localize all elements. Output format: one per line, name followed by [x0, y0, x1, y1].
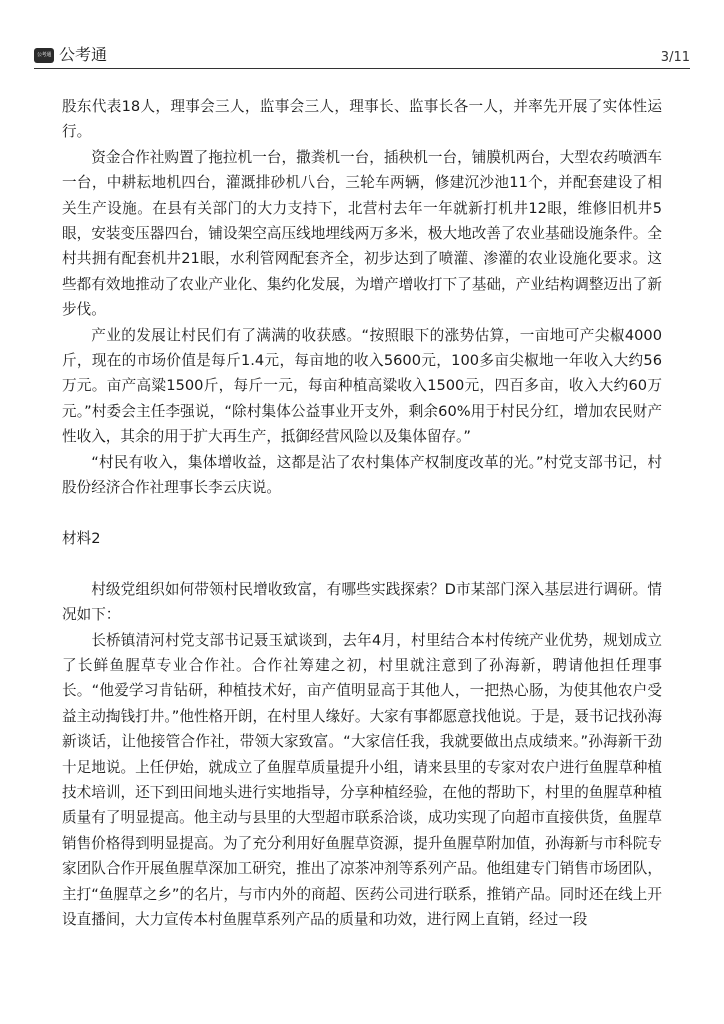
page-header: [34, 0, 690, 68]
paragraph-5: 村级党组织如何带领村民增收致富，有哪些实践探索？D市某部门深入基层进行调研。情况如下：: [62, 580, 662, 624]
paragraph-3: 产业的发展让村民们有了满满的收获感。“按照眼下的涨势估算，一亩地可产尖椒4000斤，现在的市场价值是每斤1.4元，每亩地的收入5600元，100多亩尖椒地一年收入大约56万元。亩产高粱1500斤，每斤一元，每亩种植高粱收入1500元，四百多亩，收入大约60万元。”村委会主任李强说，“除村集体公益事业开支外，剩余60%用于村民分红，增加农民财产性收入，其余的用于扩大再生产，抵御经营风险以及集体留存。”: [62, 326, 662, 446]
header-divider: [34, 68, 690, 69]
logo-icon: 公考通: [34, 48, 54, 63]
section-title: 材料2: [62, 529, 101, 547]
paragraph-6: 长桥镇清河村党支部书记聂玉斌谈到，去年4月，村里结合本村传统产业优势，规划成立了长鲜鱼腥草专业合作社。合作社筹建之初，村里就注意到了孙海新，聘请他担任理事长。“他爱学习肯钻研，种植技术好，亩产值明显高于其他人，一把热心肠，为使其他农户受益主动掏钱打井。”他性格开朗，在村里人缘好。大家有事都愿意找他说。于是，聂书记找孙海新谈话，让他接管合作社，带领大家致富。“大家信任我，我就要做出点成绩来。”孙海新干劲十足地说。上任伊始，就成立了鱼腥草质量提升小组，请来县里的专家对农户进行鱼腥草种植技术培训，还下到田间地头进行实地指导，分享种植经验，在他的帮助下，村里的鱼腥草种植质量有了明显提高。他主动与县里的大型超市联系洽谈，成功实现了向超市直接供货，鱼腥草销售价格得到明显提高。为了充分利用好鱼腥草资源，提升鱼腥草附加值，孙海新与市科院专家团队合作开展鱼腥草深加工研究，推出了凉茶冲剂等系列产品。他组建专门销售市场团队，主打“鱼腥草之乡”的名片，与市内外的商超、医药公司进行联系，推销产品。同时还在线上开设直播间，大力宣传本村鱼腥草系列产品的质量和功效，进行网上直销，经过一段: [62, 631, 662, 928]
section-gap: [62, 551, 662, 576]
logo-text: 公考通: [59, 45, 108, 64]
section-gap: [62, 501, 662, 526]
paragraph-1: 股东代表18人，理事会三人，监事会三人，理事长、监事长各一人，并率先开展了实体性运行。: [62, 98, 662, 141]
paragraph-2: 资金合作社购置了拖拉机一台，撒粪机一台，插秧机一台，铺膜机两台，大型农药喷洒车一台，中耕耘地机四台，灌溉排砂机八台，三轮车两辆，修建沉沙池11个，并配套建设了相关生产设施。在县有关部门的大力支持下，北营村去年一年就新打机井12眼，维修旧机井5眼，安装变压器四台，铺设架空高压线地埋线两万多米，极大地改善了农业基础设施条件。全村共拥有配套机井21眼，水利管网配套齐全，初步达到了喷灌、渗灌的农业设施化要求。这些都有效地推动了农业产业化、集约化发展，为增产增收打下了基础，产业结构调整迈出了新步伐。: [62, 148, 662, 319]
page-number: 3/11: [660, 50, 690, 65]
paragraph-4: “村民有收入，集体增收益，这都是沾了农村集体产权制度改革的光。”村党支部书记，村股份经济合作社理事长李云庆说。: [62, 453, 662, 497]
document-body: [62, 94, 662, 932]
